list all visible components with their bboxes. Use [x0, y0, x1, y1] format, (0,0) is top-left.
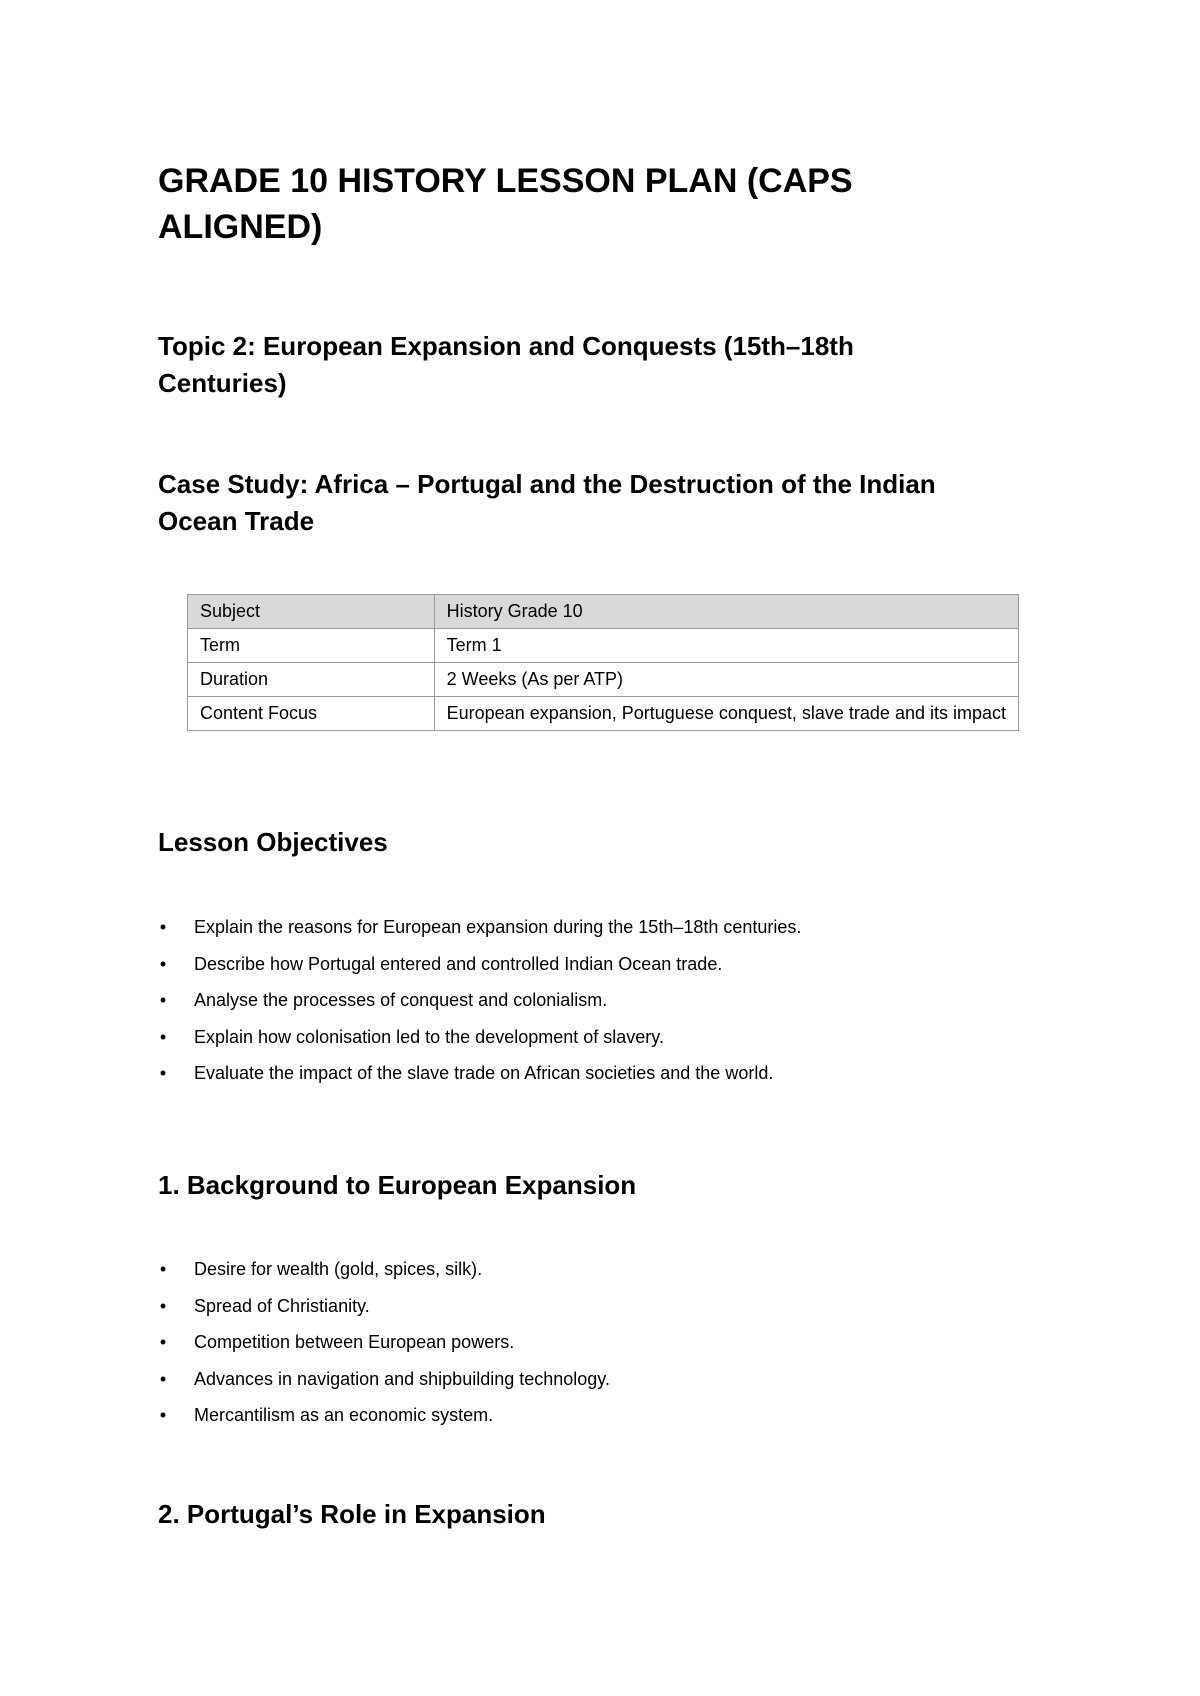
list-item-text: Describe how Portugal entered and controlled Indian Ocean trade.	[194, 953, 723, 974]
bullet-icon: •	[159, 953, 167, 974]
bullet-icon: •	[159, 1063, 167, 1083]
bullet-icon: •	[159, 990, 167, 1010]
background-list	[158, 1251, 610, 1434]
bullet-icon: •	[159, 1026, 167, 1047]
portugal-heading: 2. Portugal’s Role in Expansion	[158, 1499, 546, 1529]
document-title: GRADE 10 HISTORY LESSON PLAN (CAPS ALIGNED)	[158, 162, 853, 246]
table-row	[188, 629, 1019, 663]
table-cell-label: Term	[188, 629, 435, 663]
list-item-text: Advances in navigation and shipbuilding technology.	[194, 1368, 610, 1389]
list-item	[158, 1397, 610, 1434]
list-item	[158, 982, 801, 1019]
list-item	[158, 1055, 801, 1092]
table-row	[188, 663, 1019, 697]
list-item-text: Desire for wealth (gold, spices, silk).	[194, 1259, 483, 1279]
table-row	[188, 595, 1019, 629]
case-study-heading: Case Study: Africa – Portugal and the Destruction of the Indian Ocean Trade	[158, 469, 936, 536]
lesson-info-table	[187, 594, 1019, 731]
background-heading: 1. Background to European Expansion	[158, 1170, 637, 1200]
list-item	[158, 1019, 801, 1056]
list-item	[158, 1251, 610, 1288]
list-item	[158, 1288, 610, 1325]
table-cell-label: Content Focus	[188, 697, 435, 731]
topic-heading: Topic 2: European Expansion and Conquests (15th–18th Centuries)	[158, 331, 854, 398]
list-item-text: Mercantilism as an economic system.	[194, 1405, 494, 1425]
objectives-heading: Lesson Objectives	[158, 827, 388, 857]
bullet-icon: •	[159, 1405, 167, 1425]
list-item-text: Spread of Christianity.	[194, 1295, 370, 1316]
bullet-icon: •	[159, 1259, 167, 1279]
table-cell-label: Duration	[188, 663, 435, 697]
bullet-icon: •	[159, 917, 167, 937]
bullet-icon: •	[159, 1368, 167, 1389]
table-cell-value: History Grade 10	[434, 595, 1018, 629]
table-cell-value: European expansion, Portuguese conquest, slave trade and its impact	[434, 697, 1018, 731]
table-row	[188, 697, 1019, 731]
list-item-text: Evaluate the impact of the slave trade on African societies and the world.	[194, 1063, 774, 1083]
table-cell-value: Term 1	[434, 629, 1018, 663]
list-item	[158, 909, 801, 946]
list-item-text: Analyse the processes of conquest and colonialism.	[194, 990, 608, 1010]
table-cell-value: 2 Weeks (As per ATP)	[434, 663, 1018, 697]
table-cell-label: Subject	[188, 595, 435, 629]
list-item-text: Explain the reasons for European expansion during the 15th–18th centuries.	[194, 917, 802, 937]
list-item-text: Competition between European powers.	[194, 1332, 515, 1352]
list-item	[158, 1361, 610, 1398]
bullet-icon: •	[159, 1295, 167, 1316]
bullet-icon: •	[159, 1332, 167, 1352]
list-item-text: Explain how colonisation led to the development of slavery.	[194, 1026, 664, 1047]
objectives-list	[158, 909, 801, 1092]
list-item	[158, 1324, 610, 1361]
list-item	[158, 946, 801, 983]
